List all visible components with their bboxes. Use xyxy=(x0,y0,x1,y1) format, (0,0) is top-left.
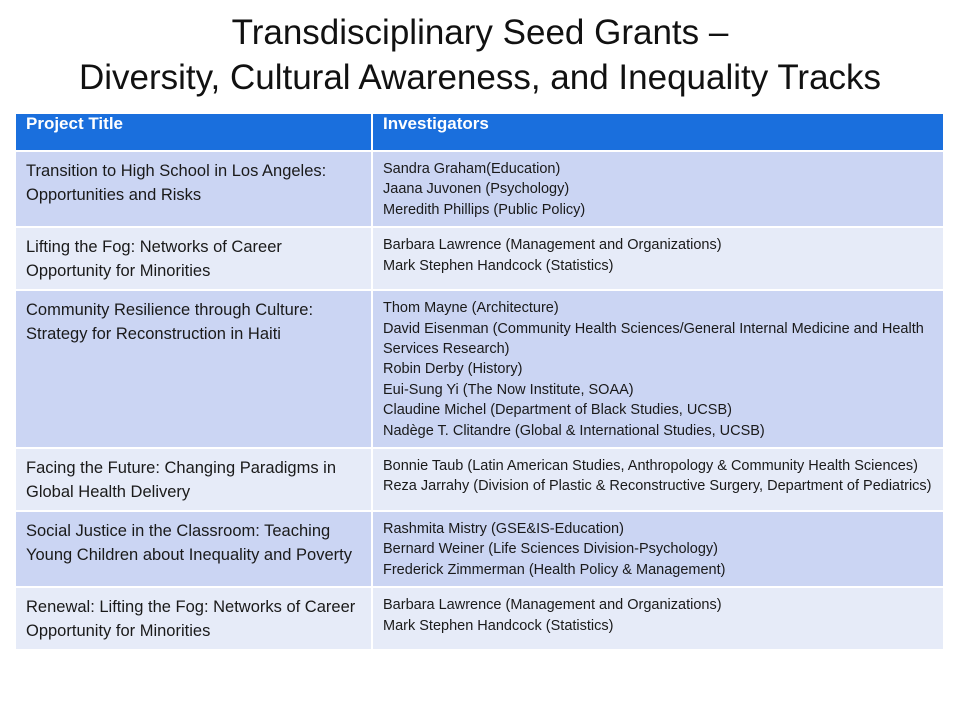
investigator: Reza Jarrahy (Division of Plastic & Reconstructive Surgery, Department of Pediatrics) xyxy=(383,478,932,495)
header-project-title: Project Title xyxy=(16,114,372,151)
header-investigators: Investigators xyxy=(372,114,943,151)
table-row xyxy=(16,151,943,227)
slide-title-line-1: Transdisciplinary Seed Grants – xyxy=(231,13,729,52)
investigators-cell xyxy=(372,227,943,290)
investigator: Claudine Michel (Department of Black Studies, UCSB) xyxy=(383,402,732,419)
investigators-cell xyxy=(372,587,943,650)
investigators-cell xyxy=(372,448,943,511)
investigator: Thom Mayne (Architecture) xyxy=(383,300,559,317)
project-title-cell: Social Justice in the Classroom: Teaching Young Children about Inequality and Poverty xyxy=(16,511,372,587)
investigator: Frederick Zimmerman (Health Policy & Management) xyxy=(383,561,726,578)
investigator: David Eisenman (Community Health Sciences/General Internal Medicine and Health Services Research) xyxy=(383,320,924,358)
table-row xyxy=(16,448,943,511)
investigator: Robin Derby (History) xyxy=(383,361,523,378)
project-title-cell: Lifting the Fog: Networks of Career Opportunity for Minorities xyxy=(16,227,372,290)
investigator: Nadège T. Clitandre (Global & International Studies, UCSB) xyxy=(383,422,765,439)
table-row xyxy=(16,587,943,650)
investigator: Bernard Weiner (Life Sciences Division-Psychology) xyxy=(383,541,718,558)
table-header-row xyxy=(16,114,943,151)
project-title-cell: Community Resilience through Culture: Strategy for Reconstruction in Haiti xyxy=(16,290,372,448)
investigator: Jaana Juvonen (Psychology) xyxy=(383,181,570,198)
investigator: Meredith Phillips (Public Policy) xyxy=(383,201,586,218)
project-title-cell: Renewal: Lifting the Fog: Networks of Career Opportunity for Minorities xyxy=(16,587,372,650)
investigator: Barbara Lawrence (Management and Organizations) xyxy=(383,597,722,614)
investigator: Barbara Lawrence (Management and Organizations) xyxy=(383,237,722,254)
investigators-cell xyxy=(372,511,943,587)
slide-title-line-2: Diversity, Cultural Awareness, and Inequality Tracks xyxy=(78,58,882,97)
investigator: Sandra Graham(Education) xyxy=(383,161,561,177)
investigators-cell xyxy=(372,151,943,227)
investigator: Bonnie Taub (Latin American Studies, Anthropology & Community Health Sciences) xyxy=(383,458,918,475)
investigator: Mark Stephen Handcock (Statistics) xyxy=(383,617,614,634)
table-row xyxy=(16,290,943,448)
investigator: Mark Stephen Handcock (Statistics) xyxy=(383,257,614,274)
project-title-cell: Facing the Future: Changing Paradigms in Global Health Delivery xyxy=(16,448,372,511)
investigators-cell xyxy=(372,290,943,448)
investigator: Eui-Sung Yi (The Now Institute, SOAA) xyxy=(383,381,634,398)
table-row xyxy=(16,511,943,587)
project-title-cell: Transition to High School in Los Angeles: Opportunities and Risks xyxy=(16,151,372,227)
investigator: Rashmita Mistry (GSE&IS-Education) xyxy=(383,521,624,538)
table-row xyxy=(16,227,943,290)
slide-title xyxy=(0,10,960,100)
grants-table xyxy=(16,114,943,651)
